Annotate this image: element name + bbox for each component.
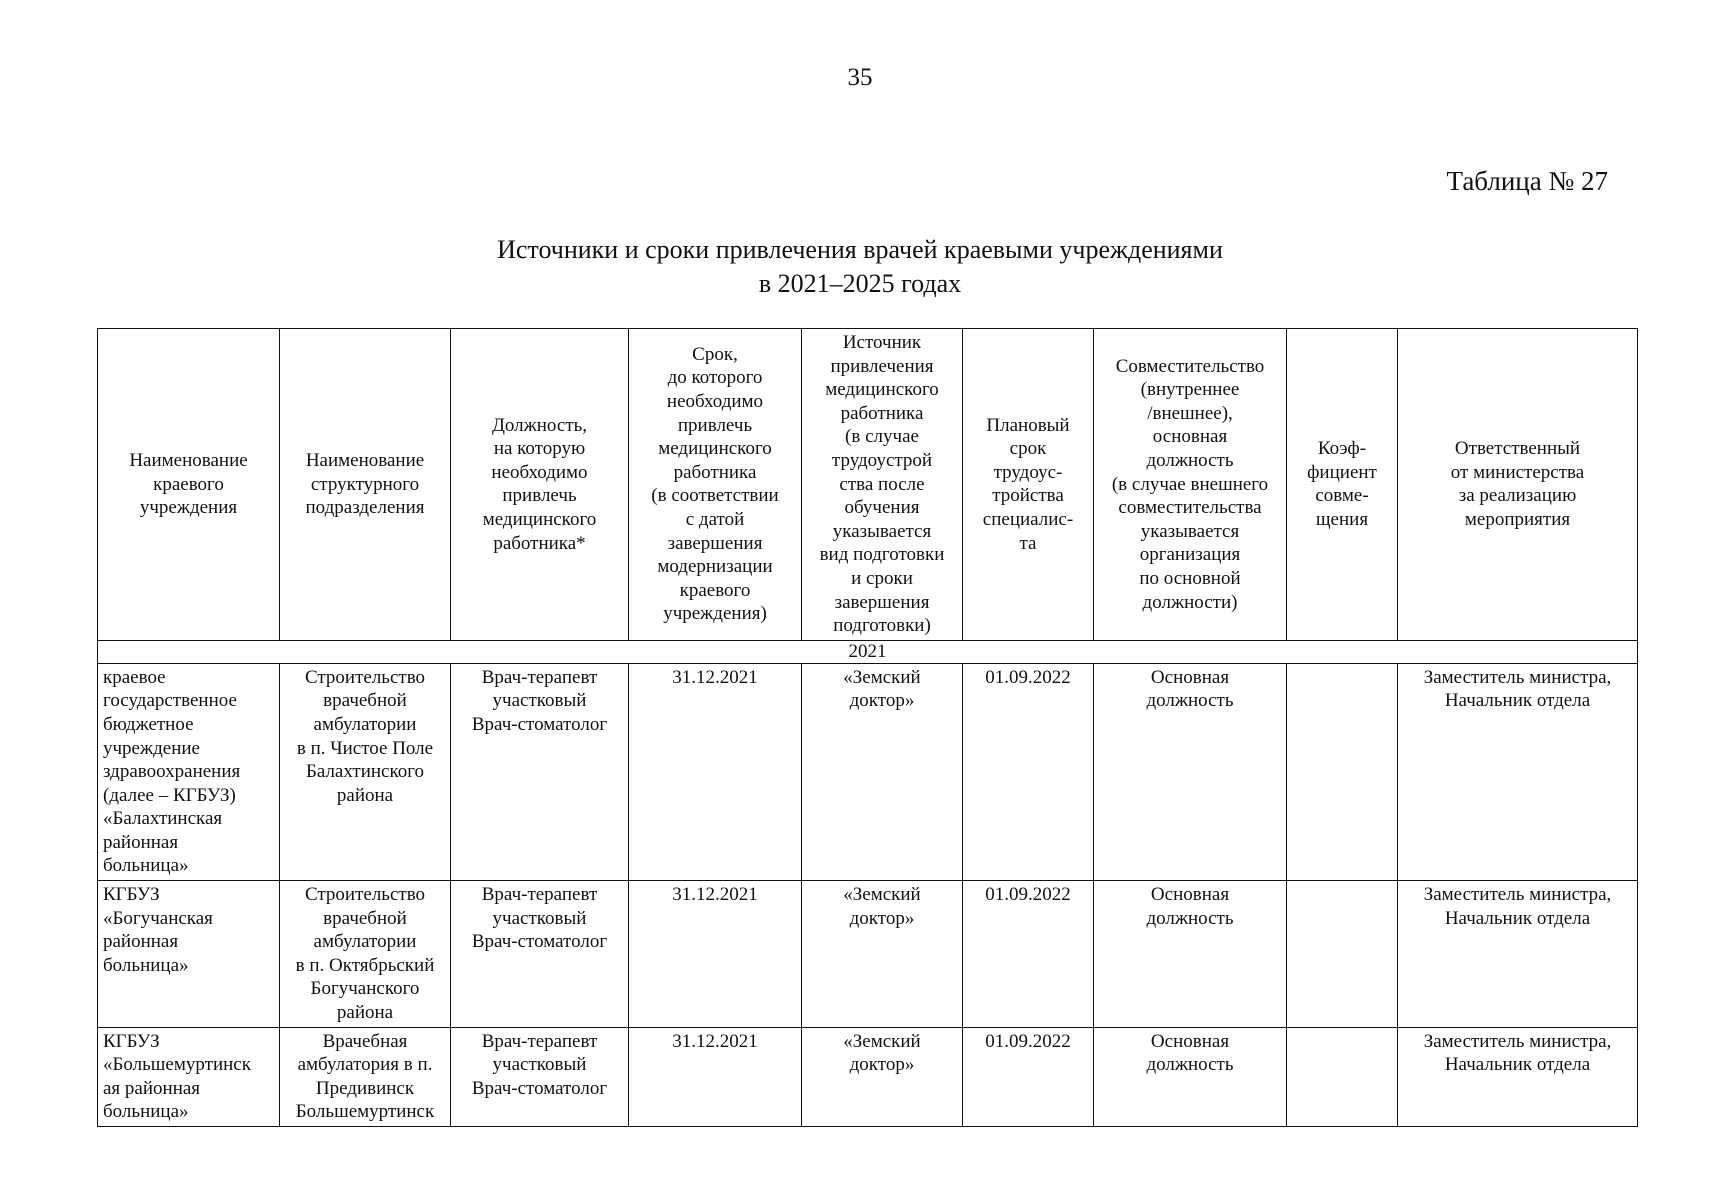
col-header-planned-date: Плановый срок трудоус- тройства специалис- та xyxy=(963,329,1094,641)
table-row xyxy=(98,663,1638,880)
institution-cell: краевое государственное бюджетное учреждение здравоохранения (далее – КГБУЗ) «Балахтинская районная больница» xyxy=(98,663,280,880)
col-header-deadline: Срок, до которого необходимо привлечь медицинского работника (в соответствии с датой завершения модернизации краевого учреждения) xyxy=(629,329,802,641)
division-cell: Строительство врачебной амбулатории в п. Чистое Поле Балахтинского района xyxy=(280,663,451,880)
deadline-cell: 31.12.2021 xyxy=(629,663,802,880)
table-number: Таблица № 27 xyxy=(1446,166,1608,196)
division-cell: Врачебная амбулатория в п. Предивинск Большемуртинск xyxy=(280,1027,451,1126)
responsible-cell: Заместитель министра, Начальник отдела xyxy=(1398,1027,1638,1126)
year-label: 2021 xyxy=(98,640,1638,663)
combination-cell: Основная должность xyxy=(1094,663,1287,880)
col-header-division: Наименование структурного подразделения xyxy=(280,329,451,641)
responsible-cell: Заместитель министра, Начальник отдела xyxy=(1398,663,1638,880)
position-cell: Врач-терапевт участковый Врач-стоматолог xyxy=(451,1027,629,1126)
position-cell: Врач-терапевт участковый Врач-стоматолог xyxy=(451,663,629,880)
position-cell: Врач-терапевт участковый Врач-стоматолог xyxy=(451,881,629,1028)
combination-cell: Основная должность xyxy=(1094,1027,1287,1126)
planned-date-cell: 01.09.2022 xyxy=(963,1027,1094,1126)
table-row xyxy=(98,881,1638,1028)
planned-date-cell: 01.09.2022 xyxy=(963,881,1094,1028)
coefficient-cell xyxy=(1287,1027,1398,1126)
doctors-table xyxy=(97,328,1638,1127)
title-line-1: Источники и сроки привлечения врачей краевыми учреждениями xyxy=(497,235,1223,264)
division-cell: Строительство врачебной амбулатории в п. Октябрьский Богучанского района xyxy=(280,881,451,1028)
deadline-cell: 31.12.2021 xyxy=(629,1027,802,1126)
deadline-cell: 31.12.2021 xyxy=(629,881,802,1028)
col-header-combination: Совместительство (внутреннее /внешнее), основная должность (в случае внешнего совместительства указывается организация по основной должности) xyxy=(1094,329,1287,641)
responsible-cell: Заместитель министра, Начальник отдела xyxy=(1398,881,1638,1028)
planned-date-cell: 01.09.2022 xyxy=(963,663,1094,880)
col-header-responsible: Ответственный от министерства за реализацию мероприятия xyxy=(1398,329,1638,641)
col-header-position: Должность, на которую необходимо привлечь медицинского работника* xyxy=(451,329,629,641)
coefficient-cell xyxy=(1287,881,1398,1028)
source-cell: «Земский доктор» xyxy=(802,1027,963,1126)
combination-cell: Основная должность xyxy=(1094,881,1287,1028)
institution-cell: КГБУЗ «Большемуртинск ая районная больница» xyxy=(98,1027,280,1126)
year-row xyxy=(98,640,1638,663)
col-header-coefficient: Коэф- фициент совме- щения xyxy=(1287,329,1398,641)
source-cell: «Земский доктор» xyxy=(802,663,963,880)
institution-cell: КГБУЗ «Богучанская районная больница» xyxy=(98,881,280,1028)
source-cell: «Земский доктор» xyxy=(802,881,963,1028)
header-row xyxy=(98,329,1638,641)
title-line-2: в 2021–2025 годах xyxy=(758,269,962,298)
coefficient-cell xyxy=(1287,663,1398,880)
page-number: 35 xyxy=(847,64,873,91)
col-header-institution: Наименование краевого учреждения xyxy=(98,329,280,641)
table-title xyxy=(0,233,1720,301)
table-row xyxy=(98,1027,1638,1126)
col-header-source: Источник привлечения медицинского работника (в случае трудоустрой ства после обучения указывается вид подготовки и сроки завершения подготовки) xyxy=(802,329,963,641)
